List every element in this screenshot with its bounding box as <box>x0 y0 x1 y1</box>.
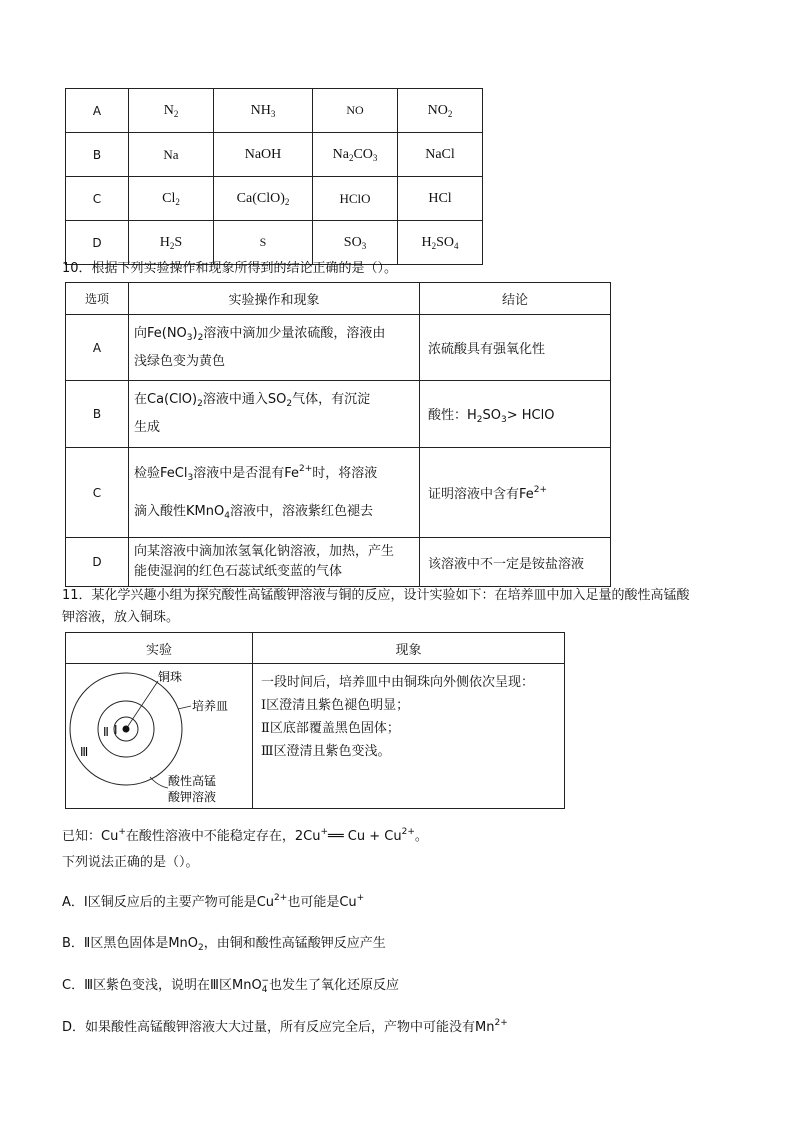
dish-label: 培养皿 <box>192 699 229 713</box>
row-label: A <box>66 89 129 133</box>
row-label: B <box>66 133 129 177</box>
table-cell: $Ca(ClO)_2$ <box>214 177 313 221</box>
option-b: B．Ⅱ区黑色固体是MnO$_2$，由铜和酸性高锰酸钾反应产生 <box>62 936 386 953</box>
table-cell: $H_2SO_4$ <box>398 221 483 265</box>
zone-ii-label: Ⅱ <box>103 725 109 739</box>
petri-dish-figure <box>66 664 253 809</box>
table-cell: $H_2S$ <box>129 221 214 265</box>
table-cell: $Cl_2$ <box>129 177 214 221</box>
row-label: A <box>66 315 129 381</box>
conclusion-cell: 该溶液中不一定是铵盐溶液 <box>420 538 611 587</box>
option-d: D．如果酸性高锰酸钾溶液大大过量，所有反应完全后，产物中可能没有$Mn^{2+}$ <box>62 1018 508 1035</box>
petri-dish-diagram <box>66 664 252 808</box>
header-conclusion: 结论 <box>420 283 611 315</box>
table-cell: $SO_3$ <box>313 221 398 265</box>
operation-cell: 向某溶液中滴加浓氢氧化钠溶液，加热，产生 能使湿润的红色石蕊试纸变蓝的气体 <box>129 538 420 587</box>
header-experiment: 实验 <box>66 633 253 664</box>
option-c: C．Ⅲ区紫色变浅，说明在Ⅲ区MnO$_4$−也发生了氧化还原反应 <box>62 976 399 995</box>
table-row <box>66 221 483 265</box>
row-label: D <box>66 221 129 265</box>
copper-bead-dot <box>123 726 130 733</box>
option-a: A．Ⅰ区铜反应后的主要产物可能是$Cu^{2+}$也可能是Cu+ <box>62 893 365 910</box>
phenomenon-line: Ⅰ区澄清且紫色褪色明显； <box>261 697 410 712</box>
table-cell: NaCl <box>398 133 483 177</box>
table-cell: $NO_2$ <box>398 89 483 133</box>
phenomenon-cell <box>253 664 565 809</box>
table-row <box>66 538 611 587</box>
operation-cell: 向$Fe(NO_3)_2$溶液中滴加少量浓硫酸，溶液由 浅绿色变为黄色 <box>129 315 420 381</box>
bead-label: 铜珠 <box>158 670 183 684</box>
header-phenomenon: 现象 <box>253 633 565 664</box>
table-header-row <box>66 283 611 315</box>
table-row <box>66 177 483 221</box>
dish-leader-line <box>178 706 191 709</box>
row-label: D <box>66 538 129 587</box>
operation-cell: 检验FeCl$_3$溶液中是否混有$Fe^{2+}$时，将溶液 滴入酸性KMnO$_4$溶液中，溶液紫红色褪去 <box>129 448 420 538</box>
q11-stem-line2: 钾溶液，放入铜珠。 <box>62 610 180 625</box>
q11-stem-line1: 11．某化学兴趣小组为探究酸性高锰酸钾溶液与铜的反应，设计实验如下：在培养皿中加入足量的酸性高锰酸 <box>62 588 690 603</box>
phenomenon-line: Ⅲ区澄清且紫色变浅。 <box>261 743 391 758</box>
table-cell: NaOH <box>214 133 313 177</box>
table-row <box>66 664 565 809</box>
table-cell: HCl <box>398 177 483 221</box>
table-row <box>66 315 611 381</box>
table-cell: S <box>214 221 313 265</box>
q10-stem: 10．根据下列实验操作和现象所得到的结论正确的是（）。 <box>62 261 398 276</box>
q10-table <box>65 282 611 587</box>
table-cell: $NH_3$ <box>214 89 313 133</box>
zone-i-label: Ⅰ <box>114 723 118 737</box>
row-label: B <box>66 381 129 448</box>
bead-leader-line <box>128 681 158 726</box>
phenomenon-line: Ⅱ区底部覆盖黑色固体； <box>261 720 400 735</box>
solution-label-line1: 酸性高锰 <box>168 774 217 788</box>
conclusion-cell: 酸性：$H_2SO_3>$ HClO <box>420 381 611 448</box>
q11-table <box>65 632 565 809</box>
q11-ask: 下列说法正确的是（）。 <box>62 855 199 870</box>
table-cell: Na <box>129 133 214 177</box>
header-option: 选项 <box>66 283 129 315</box>
row-label: C <box>66 448 129 538</box>
substance-table <box>65 88 483 265</box>
solution-label-line2: 酸钾溶液 <box>168 790 217 804</box>
header-operation: 实验操作和现象 <box>129 283 420 315</box>
table-row <box>66 133 483 177</box>
conclusion-cell: 浓硫酸具有强氧化性 <box>420 315 611 381</box>
table-row <box>66 89 483 133</box>
conclusion-cell: 证明溶液中含有$Fe^{2+}$ <box>420 448 611 538</box>
table-row <box>66 448 611 538</box>
table-cell: $Na_2CO_3$ <box>313 133 398 177</box>
table-row <box>66 381 611 448</box>
table-cell: NO <box>313 89 398 133</box>
table-cell: $N_2$ <box>129 89 214 133</box>
table-header-row <box>66 633 565 664</box>
table-cell: HClO <box>313 177 398 221</box>
row-label: C <box>66 177 129 221</box>
known-condition: 已知：Cu+在酸性溶液中不能稳定存在，2Cu+══ $Cu + Cu^{2+}$。 <box>62 827 428 844</box>
phenomenon-line: 一段时间后，培养皿中由铜珠向外侧依次呈现： <box>261 674 535 689</box>
zone-iii-label: Ⅲ <box>80 745 89 759</box>
operation-cell: 在$Ca(ClO)_2$溶液中通入$SO_2$气体，有沉淀 生成 <box>129 381 420 448</box>
